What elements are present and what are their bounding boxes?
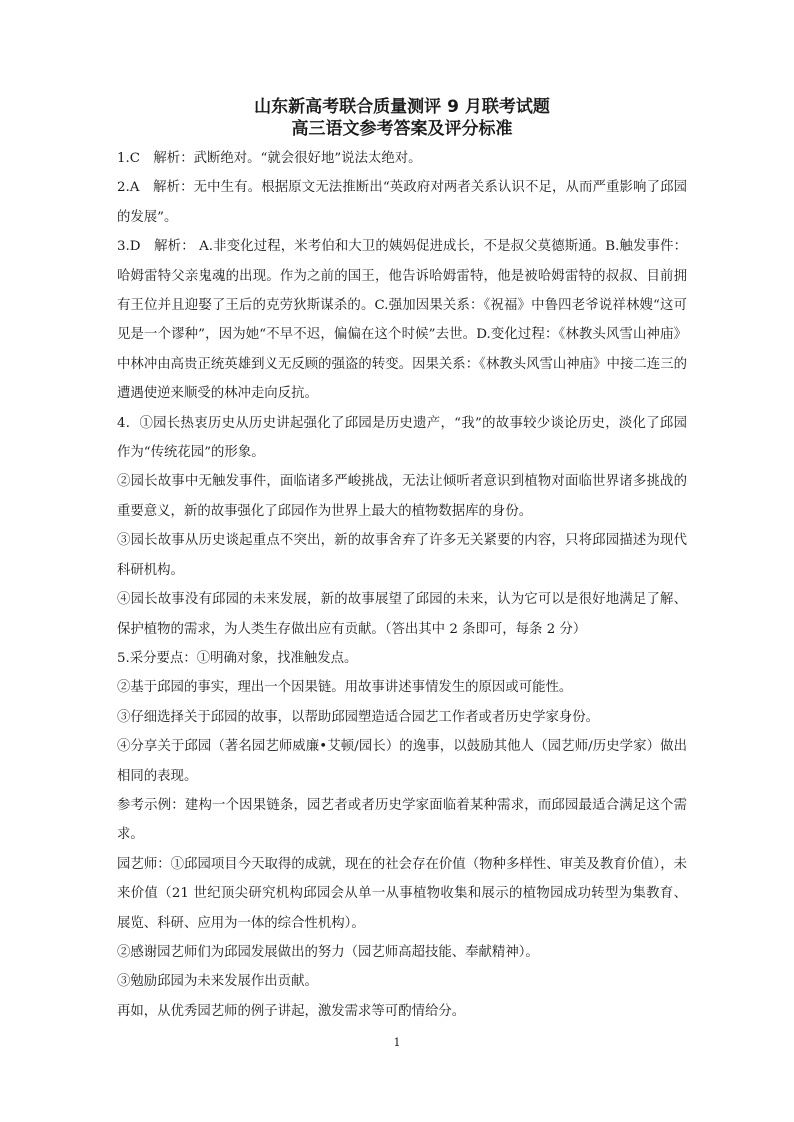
reference-example: 参考示例：建构一个因果链条，园艺者或者历史学家面临着某种需求，而邱园最适合满足这个需求。 <box>117 797 687 843</box>
answer-q4-point4: ④园长故事没有邱园的未来发展，新的故事展望了邱园的未来，认为它可以是很好地满足了解、保护植物的需求，为人类生存做出应有贡献。（答出其中 2 条即可，每条 2 分） <box>117 592 687 637</box>
answer-q5-point2: ②基于邱园的事实，理出一个因果链。用故事讲述事情发生的原因或可能性。 <box>117 680 573 696</box>
answer-q1: 1.C 解析：武断绝对。“就会很好地”说法太绝对。 <box>117 151 422 166</box>
document-title-line1: 山东新高考联合质量测评 9 月联考试题 <box>254 97 550 117</box>
answer-q5-point4: ④分享关于邱园（著名园艺师威廉•艾顿/园长）的逸事，以鼓励其他人（园艺师/历史学家）做出相同的表现。 <box>117 739 687 784</box>
answer-q3: 3.D 解析： A.非变化过程，米考伯和大卫的姨妈促进成长，不是叔父莫德斯通。B.触发事件：哈姆雷特父亲鬼魂的出现。作为之前的国王，他告诉哈姆雷特，他是被哈姆雷特的叔叔、目前拥有王位并且迎娶了王后的克劳狄斯谋杀的。C.强加因果关系：《祝福》中鲁四老爷说祥林嫂“这可见是一个谬种”，因为她“不早不迟，偏偏在这个时候”去世。D.变化过程：《林教头风雪山神庙》中林冲由高贵正统英雄到义无反顾的强盗的转变。因果关系：《林教头风雪山神庙》中接二连三的遭遇使逆来顺受的林冲走向反抗。 <box>117 239 687 402</box>
gardener-point3: ③勉励邱园为未来发展作出贡献。 <box>117 974 318 990</box>
answer-q4-point2: ②园长故事中无触发事件，面临诸多严峻挑战，无法让倾听者意识到植物对面临世界诸多挑战的重要意义，新的故事强化了邱园作为世界上最大的植物数据库的身份。 <box>117 474 687 519</box>
answer-q5-point1: 5.采分要点：①明确对象，找准触发点。 <box>117 650 358 666</box>
document-title-line2: 高三语文参考答案及评分标准 <box>291 119 513 139</box>
answer-q4-point3: ③园长故事从历史谈起重点不突出，新的故事舍弃了许多无关紧要的内容，只将邱园描述为现代科研机构。 <box>117 533 687 578</box>
answer-content <box>117 144 687 1026</box>
gardener-point2: ②感谢园艺师们为邱园发展做出的努力（园艺师高超技能、奉献精神）。 <box>117 944 539 960</box>
gardener-point1: 园艺师：①邱园项目今天取得的成就，现在的社会存在价值（物种多样性、审美及教育价值），未来价值（21 世纪顶尖研究机构邱园会从单一从事植物收集和展示的植物园成功转型为集教育、展览、科研、应用为一体的综合性机构）。 <box>117 856 687 931</box>
answer-q5-point3: ③仔细选择关于邱园的故事，以帮助邱园塑造适合园艺工作者或者历史学家身份。 <box>117 709 600 725</box>
answer-q4-point1: 4．①园长热衷历史从历史讲起强化了邱园是历史遗产，“我”的故事较少谈论历史，淡化了邱园作为“传统花园”的形象。 <box>117 415 687 461</box>
answer-q2: 2.A 解析：无中生有。根据原文无法推断出“英政府对两者关系认识不足，从而严重影响了邱园的发展”。 <box>117 180 687 225</box>
page-number: 1 <box>393 1036 401 1049</box>
scoring-note: 再如，从优秀园艺师的例子讲起，激发需求等可酌情给分。 <box>117 1003 466 1019</box>
document-page <box>117 96 687 1026</box>
